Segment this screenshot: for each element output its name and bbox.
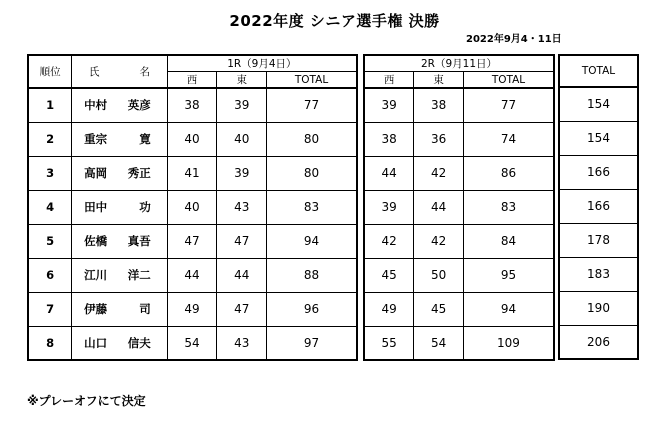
player-given-name: 秀正	[127, 166, 151, 180]
player-given-name: 功	[139, 200, 151, 214]
rank-cell: 2	[28, 122, 72, 156]
grand-total-score: 154	[559, 121, 638, 155]
table-row	[364, 326, 554, 360]
round2-west-score: 49	[364, 292, 414, 326]
round2-table	[363, 54, 555, 361]
table-row	[364, 122, 554, 156]
grand-total-score: 206	[559, 325, 638, 359]
round1-total-score: 88	[267, 258, 357, 292]
round2-west-header: 西	[364, 72, 414, 89]
table-row	[559, 223, 638, 257]
round2-total-score: 95	[463, 258, 554, 292]
player-name-cell	[72, 88, 168, 122]
player-given-name: 信夫	[127, 335, 151, 350]
table-row	[28, 190, 357, 224]
round1-west-score: 38	[167, 88, 217, 122]
round1-west-score: 49	[167, 292, 217, 326]
round2-west-score: 38	[364, 122, 414, 156]
round1-total-score: 80	[267, 156, 357, 190]
rank-header: 順位	[28, 55, 72, 88]
table-row	[28, 156, 357, 190]
grand-total-score: 166	[559, 155, 638, 189]
table-row	[364, 292, 554, 326]
round1-west-score: 47	[167, 224, 217, 258]
table-row	[559, 121, 638, 155]
footer-note: ※プレーオフにて決定	[27, 394, 146, 408]
round1-west-header: 西	[167, 72, 217, 89]
round2-east-score: 45	[414, 292, 464, 326]
table-row	[364, 224, 554, 258]
rank-cell: 6	[28, 258, 72, 292]
grand-total-score: 166	[559, 189, 638, 223]
player-name-cell	[72, 258, 168, 292]
round1-east-score: 43	[217, 326, 267, 360]
table-row	[364, 258, 554, 292]
round2-east-score: 44	[414, 190, 464, 224]
table-row	[364, 88, 554, 122]
table-row	[559, 189, 638, 223]
table-row	[28, 122, 357, 156]
round1-east-score: 39	[217, 156, 267, 190]
round2-west-score: 55	[364, 326, 414, 360]
round1-header: 1R（9月4日）	[167, 55, 357, 72]
player-given-name: 真吾	[127, 234, 151, 248]
player-given-name: 寛	[139, 132, 151, 146]
player-family-name: 江川	[84, 268, 108, 282]
round2-east-score: 42	[414, 156, 464, 190]
round1-total-header: TOTAL	[267, 72, 357, 89]
player-name-cell	[72, 292, 168, 326]
table-row	[559, 155, 638, 189]
round2-west-score: 44	[364, 156, 414, 190]
round1-west-score: 40	[167, 190, 217, 224]
round2-total-score: 94	[463, 292, 554, 326]
player-family-name: 佐橋	[84, 234, 108, 248]
round2-total-score: 74	[463, 122, 554, 156]
player-given-name: 司	[139, 302, 151, 316]
round1-total-score: 77	[267, 88, 357, 122]
round1-east-score: 47	[217, 292, 267, 326]
round1-total-score: 94	[267, 224, 357, 258]
table-row	[364, 156, 554, 190]
player-given-name: 洋二	[127, 268, 151, 282]
round1-total-score: 96	[267, 292, 357, 326]
player-name-cell	[72, 122, 168, 156]
round2-west-score: 45	[364, 258, 414, 292]
round2-east-score: 38	[414, 88, 464, 122]
round2-total-score: 86	[463, 156, 554, 190]
table-row	[28, 88, 357, 122]
grand-total-score: 183	[559, 257, 638, 291]
round2-total-score: 109	[463, 326, 554, 360]
player-family-name: 山口	[84, 335, 108, 350]
rank-cell: 5	[28, 224, 72, 258]
round2-header: 2R（9月11日）	[364, 55, 554, 72]
table-row	[28, 224, 357, 258]
rank-cell: 8	[28, 326, 72, 360]
grand-total-score: 154	[559, 87, 638, 121]
table-row	[28, 258, 357, 292]
round2-total-header: TOTAL	[463, 72, 554, 89]
player-family-name: 高岡	[84, 166, 108, 180]
grand-total-header: TOTAL	[559, 55, 638, 87]
table-row	[559, 87, 638, 121]
player-family-name: 伊藤	[84, 302, 108, 316]
round1-east-score: 43	[217, 190, 267, 224]
round1-east-header: 東	[217, 72, 267, 89]
round2-total-score: 77	[463, 88, 554, 122]
rank-cell: 3	[28, 156, 72, 190]
table-row	[559, 257, 638, 291]
rank-cell: 7	[28, 292, 72, 326]
player-given-name: 英彦	[127, 98, 151, 113]
round1-table	[27, 54, 358, 361]
grand-total-score: 190	[559, 291, 638, 325]
round1-east-score: 47	[217, 224, 267, 258]
player-family-name: 田中	[84, 200, 108, 214]
round2-total-score: 84	[463, 224, 554, 258]
player-name-cell	[72, 326, 168, 360]
event-date: 2022年9月4・11日	[466, 34, 562, 45]
round2-east-score: 50	[414, 258, 464, 292]
round1-east-score: 39	[217, 88, 267, 122]
name-header-b: 名	[139, 66, 150, 78]
round2-west-score: 39	[364, 88, 414, 122]
round1-total-score: 97	[267, 326, 357, 360]
table-row	[559, 325, 638, 359]
round2-total-score: 83	[463, 190, 554, 224]
player-family-name: 中村	[84, 98, 108, 113]
round1-west-score: 41	[167, 156, 217, 190]
rank-cell: 1	[28, 88, 72, 122]
round1-west-score: 54	[167, 326, 217, 360]
table-row	[28, 292, 357, 326]
round1-total-score: 83	[267, 190, 357, 224]
round1-east-score: 44	[217, 258, 267, 292]
player-name-cell	[72, 156, 168, 190]
grand-total-table	[558, 54, 639, 360]
grand-total-score: 178	[559, 223, 638, 257]
name-header	[72, 55, 168, 88]
round2-west-score: 39	[364, 190, 414, 224]
round1-west-score: 44	[167, 258, 217, 292]
table-row	[559, 291, 638, 325]
player-family-name: 重宗	[84, 132, 108, 146]
round2-east-score: 54	[414, 326, 464, 360]
table-row	[28, 326, 357, 360]
round2-east-score: 42	[414, 224, 464, 258]
player-name-cell	[72, 190, 168, 224]
player-name-cell	[72, 224, 168, 258]
round1-west-score: 40	[167, 122, 217, 156]
round2-west-score: 42	[364, 224, 414, 258]
rank-cell: 4	[28, 190, 72, 224]
name-header-a: 氏	[88, 66, 100, 78]
round2-east-header: 東	[414, 72, 464, 89]
table-row	[364, 190, 554, 224]
page-title: 2022年度 シニア選手権 決勝	[229, 12, 440, 30]
round1-total-score: 80	[267, 122, 357, 156]
round1-east-score: 40	[217, 122, 267, 156]
round2-east-score: 36	[414, 122, 464, 156]
